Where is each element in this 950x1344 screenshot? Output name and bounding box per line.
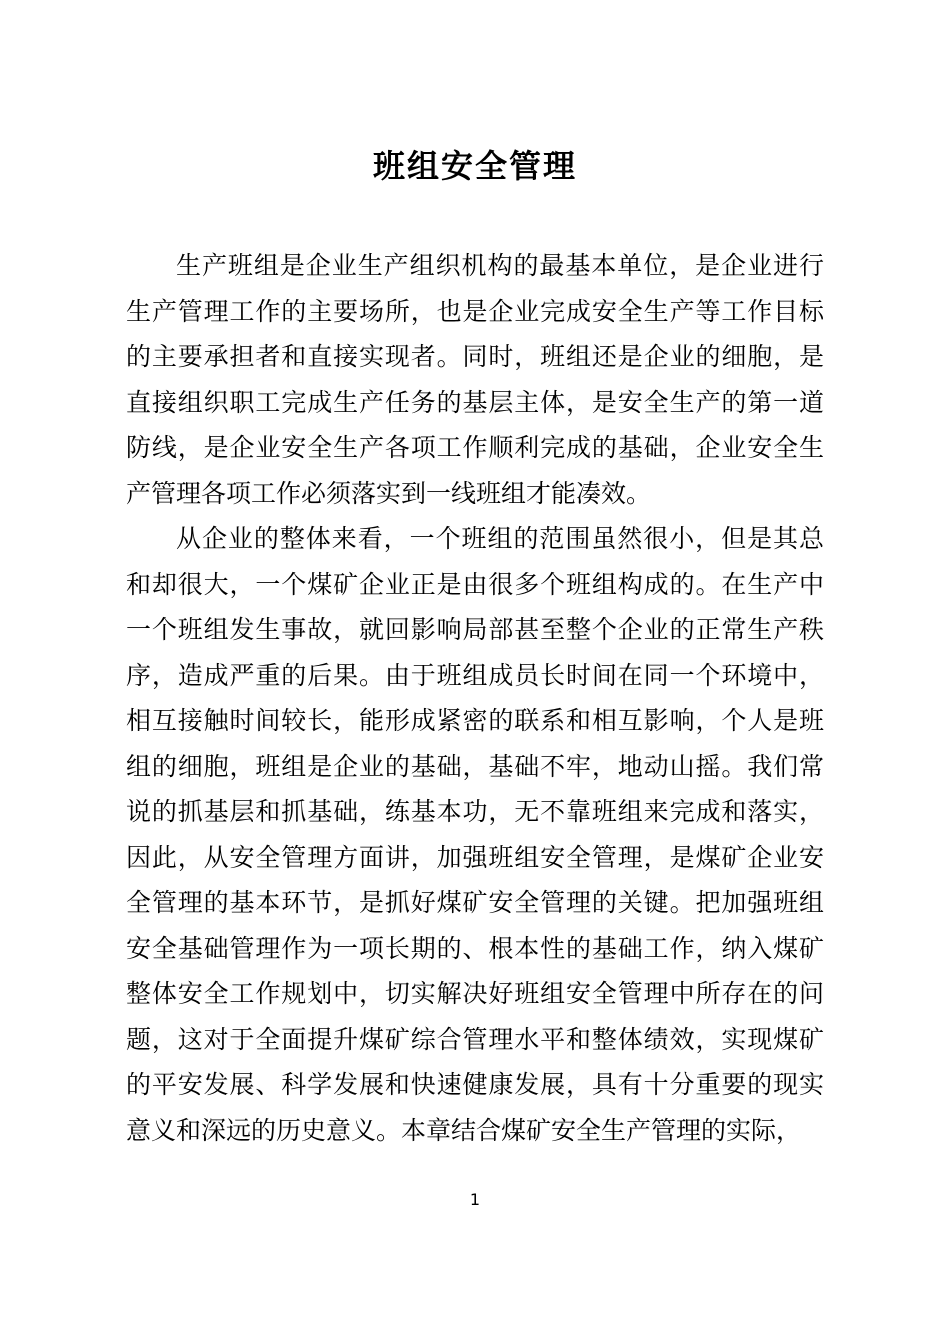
body-paragraph-1: 生产班组是企业生产组织机构的最基本单位，是企业进行生产管理工作的主要场所，也是企业完成安全生产等工作目标的主要承担者和直接实现者。同时，班组还是企业的细胞，是直接组织职工完成生产任务的基层主体，是安全生产的第一道防线，是企业安全生产各项工作顺利完成的基础，企业安全生产管理各项工作必须落实到一线班组才能凑效。 bbox=[126, 251, 824, 508]
page-number: 1 bbox=[469, 1190, 481, 1209]
body-paragraph-2: 从企业的整体来看，一个班组的范围虽然很小，但是其总和却很大，一个煤矿企业正是由很多个班组构成的。在生产中一个班组发生事故，就回影响局部甚至整个企业的正常生产秩序，造成严重的后果。由于班组成员长时间在同一个环境中，相互接触时间较长，能形成紧密的联系和相互影响，个人是班组的细胞，班组是企业的基础，基础不牢，地动山摇。我们常说的抓基层和抓基础，练基本功，无不靠班组来完成和落实，因此，从安全管理方面讲，加强班组安全管理，是煤矿企业安全管理的基本环节，是抓好煤矿安全管理的关键。把加强班组安全基础管理作为一项长期的、根本性的基础工作，纳入煤矿整体安全工作规划中，切实解决好班组安全管理中所存在的问题，这对于全面提升煤矿综合管理水平和整体绩效，实现煤矿的平安发展、科学发展和快速健康发展，具有十分重要的现实意义和深远的历史意义。本章结合煤矿安全生产管理的实际， bbox=[126, 524, 824, 1145]
document-title: 班组安全管理 bbox=[372, 147, 577, 185]
document-body bbox=[126, 243, 824, 1153]
